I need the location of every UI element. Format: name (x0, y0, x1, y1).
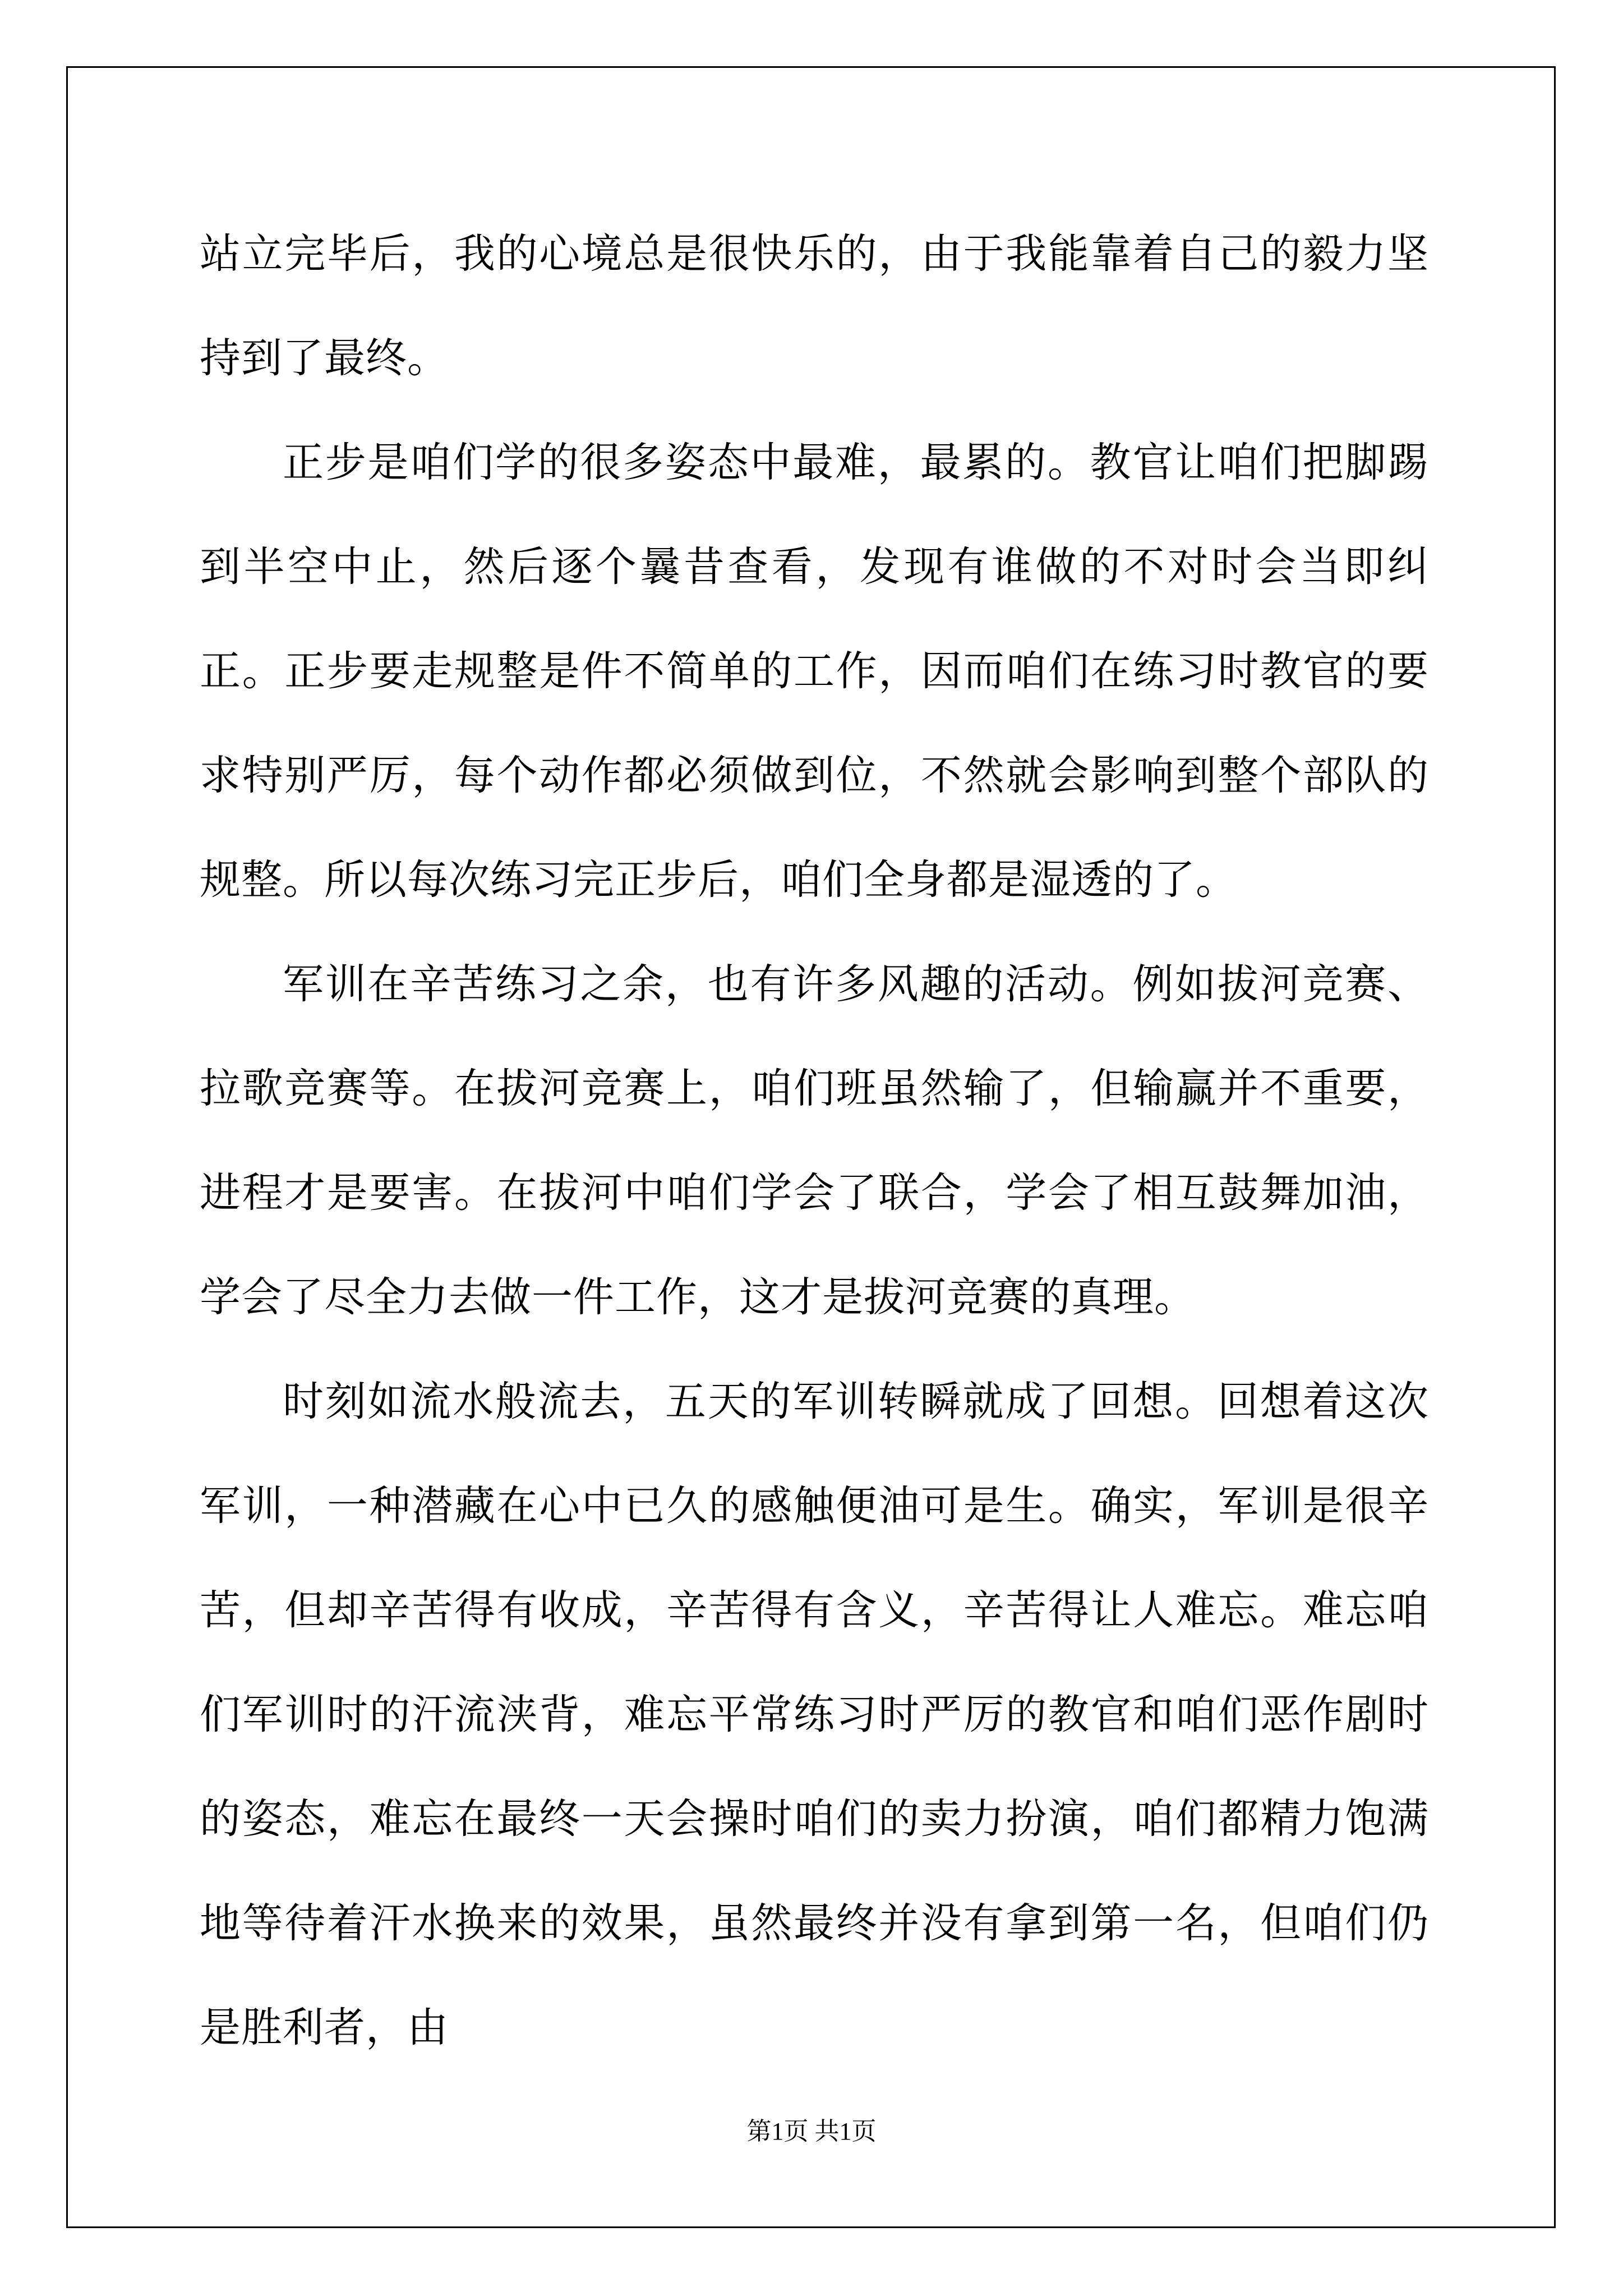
paragraph-2: 正步是咱们学的很多姿态中最难，最累的。教官让咱们把脚踢到半空中止，然后逐个曩昔查看，发现有谁做的不对时会当即纠正。正步要走规整是件不简单的工作，因而咱们在练习时教官的要求特别严厉，每个动作都必须做到位，不然就会影响到整个部队的规整。所以每次练习完正步后，咱们全身都是湿透的了。 (200, 439, 1429, 904)
paragraph-3: 军训在辛苦练习之余，也有许多风趣的活动。例如拔河竞赛、拉歌竞赛等。在拔河竞赛上，咱们班虽然输了，但输赢并不重要，进程才是要害。在拔河中咱们学会了联合，学会了相互鼓舞加油，学会了尽全力去做一件工作，这才是拔河竞赛的真理。 (200, 960, 1429, 1321)
page-footer: 第1页 共1页 (746, 2118, 877, 2145)
paragraph-1: 站立完毕后，我的心境总是很快乐的，由于我能靠着自己的毅力坚持到了最终。 (200, 230, 1429, 382)
document-body (200, 202, 1429, 2080)
paragraph-4: 时刻如流水般流去，五天的军训转瞬就成了回想。回想着这次军训，一种潜藏在心中已久的感触便油可是生。确实，军训是很辛苦，但却辛苦得有收成，辛苦得有含义，辛苦得让人难忘。难忘咱们军训时的汗流浃背，难忘平常练习时严厉的教官和咱们恶作剧时的姿态，难忘在最终一天会操时咱们的卖力扮演，咱们都精力饱满地等待着汗水换来的效果，虽然最终并没有拿到第一名，但咱们仍是胜利者，由 (200, 1378, 1429, 2051)
